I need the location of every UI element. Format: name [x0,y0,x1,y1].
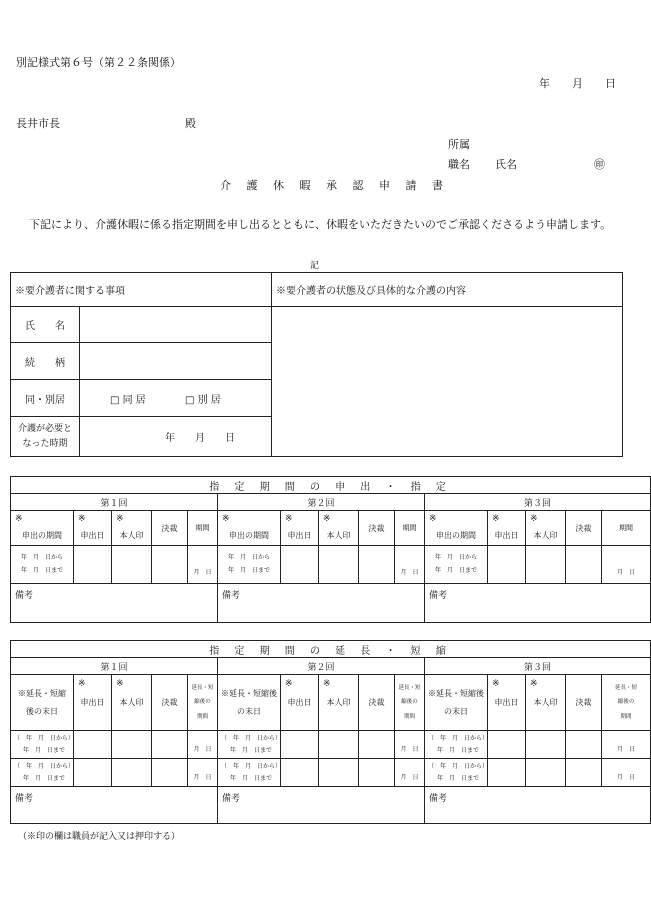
ext-seal-field[interactable] [526,731,566,759]
period-decision-field[interactable] [359,546,395,584]
ext-date-field[interactable] [488,759,526,787]
ext-period-field[interactable] [188,731,218,759]
period-col-apply-sub: 申出の期間 [22,531,62,540]
period-col-decision: 決裁 [152,511,188,546]
period-round-3: 第３回 [425,494,651,511]
ext-seal-field[interactable] [526,759,566,787]
ext-date-field[interactable] [281,731,319,759]
period-col-seal [526,511,566,546]
period-col-period: 期間 [188,511,218,546]
ext-col-period-line3: 期間 [620,713,632,720]
ext-col-seal-label: 本人印 [533,698,558,707]
period-col-seal-label: 本人印 [119,531,144,540]
ext-col-date-label: 申出日 [80,698,105,707]
ext-seal-field[interactable] [319,731,359,759]
ext-period-field[interactable] [395,731,425,759]
ext-col-period-line3: 期間 [403,713,415,720]
period-apply-range[interactable] [11,546,74,584]
range-from: （ 年 月 日から） [221,735,282,743]
period-apply-range[interactable] [218,546,281,584]
ext-col-date-label: 申出日 [494,698,519,707]
ext-col-period-line2: 縮後の [194,699,211,706]
care-cohabit-label: 同・別居 [11,380,80,417]
care-left-header: ※要介護者に関する事項 [11,273,272,307]
ext-col-end-line1: ※延長・短縮後 [428,688,484,698]
range-from: （ 年 月 日から） [428,735,489,743]
need-time-label-line2: なった時期 [22,438,68,449]
period-remarks-1[interactable] [11,584,218,623]
range-to: 年 月 日まで [437,774,480,782]
ext-end-range[interactable] [218,759,281,787]
month-day: 月 日 [617,774,636,781]
ext-date-field[interactable] [488,731,526,759]
care-content-field[interactable] [272,307,623,457]
period-col-seal [112,511,152,546]
ext-end-range[interactable] [11,759,74,787]
period-period-field[interactable] [602,546,651,584]
ext-col-seal-label: 本人印 [326,698,351,707]
ext-period-field[interactable] [602,731,651,759]
ext-col-seal-label: 本人印 [119,698,144,707]
period-seal-field[interactable] [526,546,566,584]
ext-col-seal [112,675,152,731]
care-right-header: ※要介護者の状態及び具体的な介護の内容 [272,273,623,307]
period-date-field[interactable] [74,546,112,584]
period-remarks-2[interactable] [218,584,425,623]
ext-col-end [218,675,281,731]
period-table-title: 指 定 期 間 の 申 出 ・ 指 定 [11,477,651,494]
period-round-2: 第２回 [218,494,425,511]
period-col-date-label: 申出日 [494,531,519,540]
ext-col-seal-mark: ※ [530,679,538,689]
period-col-decision: 決裁 [566,511,602,546]
period-designation-table [10,476,651,623]
period-apply-range[interactable] [425,546,488,584]
period-remarks-3[interactable] [425,584,651,623]
extension-table-title: 指 定 期 間 の 延 長 ・ 短 縮 [11,641,651,658]
range-to: 年 月 日まで [23,746,66,754]
care-name-label: 氏 名 [11,307,80,343]
ext-col-period-line1: 延長・短 [191,685,214,692]
period-col-date-mark: ※ [78,514,86,524]
range-to: 年 月 日まで [230,746,273,754]
remarks-label: 備考 [222,591,241,601]
period-seal-field[interactable] [112,546,152,584]
ext-col-seal [526,675,566,731]
range-to: 年 月 日まで [230,774,273,782]
cohabit-option-separate[interactable]: □ 別 居 [185,394,221,406]
remarks-label: 備考 [429,794,448,804]
extension-table [10,640,651,824]
ext-col-decision: 決裁 [359,675,395,731]
month-day: 月 日 [617,569,636,576]
ext-end-range[interactable] [425,731,488,759]
range-from: 年 月 日から [227,553,270,561]
document-title: 介 護 休 暇 承 認 申 請 書 [220,179,449,192]
ext-col-end-line1: ※延長・短縮後 [221,688,277,698]
ext-col-date [281,675,319,731]
seal-mark: ㊞ [594,158,605,171]
period-col-apply-mark: ※ [429,514,437,524]
range-to: 年 月 日まで [23,774,66,782]
period-date-field[interactable] [281,546,319,584]
ext-decision-field[interactable] [359,731,395,759]
ext-col-date [74,675,112,731]
month-day: 月 日 [400,746,419,753]
ext-col-seal-mark: ※ [323,679,331,689]
month-day: 月 日 [193,746,212,753]
extension-round-2: 第２回 [218,658,425,675]
ext-col-seal-mark: ※ [116,679,124,689]
ext-col-end-line1: ※延長・短縮 [18,688,66,698]
ext-col-date-mark: ※ [285,679,293,689]
care-need-time-field[interactable] [80,417,272,457]
period-col-seal-label: 本人印 [326,531,351,540]
period-col-seal-mark: ※ [530,514,538,524]
ext-end-range[interactable] [11,731,74,759]
period-col-apply-mark: ※ [15,514,23,524]
care-recipient-table [10,272,623,457]
ext-period-field[interactable] [188,759,218,787]
ext-date-field[interactable] [281,759,319,787]
range-from: （ 年 月 日から） [221,763,282,771]
range-from: 年 月 日から [20,553,63,561]
range-from: （ 年 月 日から） [14,735,75,743]
ki-label: 記 [310,261,320,271]
affiliation-label: 所属 [448,138,470,151]
ext-decision-field[interactable] [152,759,188,787]
range-to: 年 月 日まで [20,566,63,574]
ext-col-period-line1: 延長・短 [398,685,421,692]
ext-col-date-mark: ※ [492,679,500,689]
period-col-apply [11,511,74,546]
ext-col-period [188,675,218,731]
ext-seal-field[interactable] [112,759,152,787]
period-col-apply-sub: 申出の期間 [436,531,476,540]
range-from: （ 年 月 日から） [14,763,75,771]
period-col-apply-mark: ※ [222,514,230,524]
period-col-seal-mark: ※ [323,514,331,524]
period-round-1: 第１回 [11,494,218,511]
period-date-field[interactable] [488,546,526,584]
ext-seal-field[interactable] [112,731,152,759]
ext-col-seal [319,675,359,731]
range-to: 年 月 日まで [437,746,480,754]
period-col-period: 期間 [395,511,425,546]
ext-col-period-line1: 延長・短 [615,685,638,692]
month-day: 月 日 [617,746,636,753]
ext-remarks-3[interactable] [425,787,651,824]
ext-decision-field[interactable] [152,731,188,759]
ext-col-end-line2: 後の末日 [26,706,58,716]
ext-period-field[interactable] [602,759,651,787]
footnote: （※印の欄は職員が記入又は押印する） [18,832,181,842]
ext-col-end-line2: の末日 [444,706,468,716]
ext-col-period-line2: 縮後の [617,699,635,706]
intro-text: 下記により、介護休暇に係る指定期間を申し出るとともに、休暇をいただきたいのでご承認くださるよう申請します。 [29,218,612,231]
period-period-field[interactable] [395,546,425,584]
ext-remarks-2[interactable] [218,787,425,824]
extension-round-3: 第３回 [425,658,651,675]
ext-col-decision: 決裁 [152,675,188,731]
period-col-apply-sub: 申出の期間 [229,531,269,540]
month-day: 月 日 [193,569,212,576]
need-time-value: 年 月 日 [165,433,235,444]
period-period-field[interactable] [188,546,218,584]
care-cohabit-field [80,380,272,417]
honorific: 殿 [185,117,196,130]
period-col-seal-mark: ※ [116,514,124,524]
remarks-label: 備考 [15,591,34,601]
period-col-seal [319,511,359,546]
ext-period-field[interactable] [395,759,425,787]
period-decision-field[interactable] [566,546,602,584]
month-day: 月 日 [193,774,212,781]
addressee: 長井市長 [16,117,60,130]
range-from: 年 月 日から [434,553,477,561]
range-to: 年 月 日まで [227,566,270,574]
period-col-date-mark: ※ [285,514,293,524]
ext-col-end [425,675,488,731]
range-to: 年 月 日まで [434,566,477,574]
period-col-date [74,511,112,546]
period-col-date-mark: ※ [492,514,500,524]
need-time-label-line1: 介護が必要と [17,424,72,435]
extension-round-1: 第１回 [11,658,218,675]
ext-seal-field[interactable] [319,759,359,787]
ext-col-period-line2: 縮後の [401,699,418,706]
ext-col-period [602,675,651,731]
care-relation-field[interactable] [80,343,272,380]
period-col-apply [425,511,488,546]
period-decision-field[interactable] [152,546,188,584]
month-day: 月 日 [400,774,419,781]
period-col-decision: 決裁 [359,511,395,546]
period-seal-field[interactable] [319,546,359,584]
period-col-date-label: 申出日 [287,531,312,540]
remarks-label: 備考 [15,794,34,804]
period-col-date [488,511,526,546]
ext-decision-field[interactable] [566,731,602,759]
ext-col-decision: 決裁 [566,675,602,731]
care-relation-label: 続 柄 [11,343,80,380]
ext-col-period [395,675,425,731]
period-col-seal-label: 本人印 [533,531,558,540]
period-col-period: 期間 [602,511,651,546]
range-from: （ 年 月 日から） [428,763,489,771]
period-col-date [281,511,319,546]
ext-date-field[interactable] [74,731,112,759]
position-label: 職名 [448,158,470,171]
name-label: 氏名 [495,158,517,171]
care-need-time-label [11,417,80,457]
form-number: 別記様式第６号（第２２条関係） [16,56,181,69]
ext-end-range[interactable] [425,759,488,787]
ext-col-date-label: 申出日 [287,698,312,707]
cohabit-option-same[interactable]: □ 同 居 [110,394,146,406]
ext-remarks-1[interactable] [11,787,218,824]
period-col-apply [218,511,281,546]
remarks-label: 備考 [222,794,241,804]
care-name-field[interactable] [80,307,272,343]
ext-col-date-mark: ※ [78,679,86,689]
ext-end-range[interactable] [218,731,281,759]
remarks-label: 備考 [429,591,448,601]
ext-col-end [11,675,74,731]
month-day: 月 日 [400,569,419,576]
ext-decision-field[interactable] [566,759,602,787]
date-line: 年 月 日 [539,77,616,90]
ext-date-field[interactable] [74,759,112,787]
period-col-date-label: 申出日 [80,531,105,540]
ext-decision-field[interactable] [359,759,395,787]
ext-col-end-line2: の末日 [237,706,261,716]
ext-col-date [488,675,526,731]
ext-col-period-line3: 期間 [196,713,208,720]
